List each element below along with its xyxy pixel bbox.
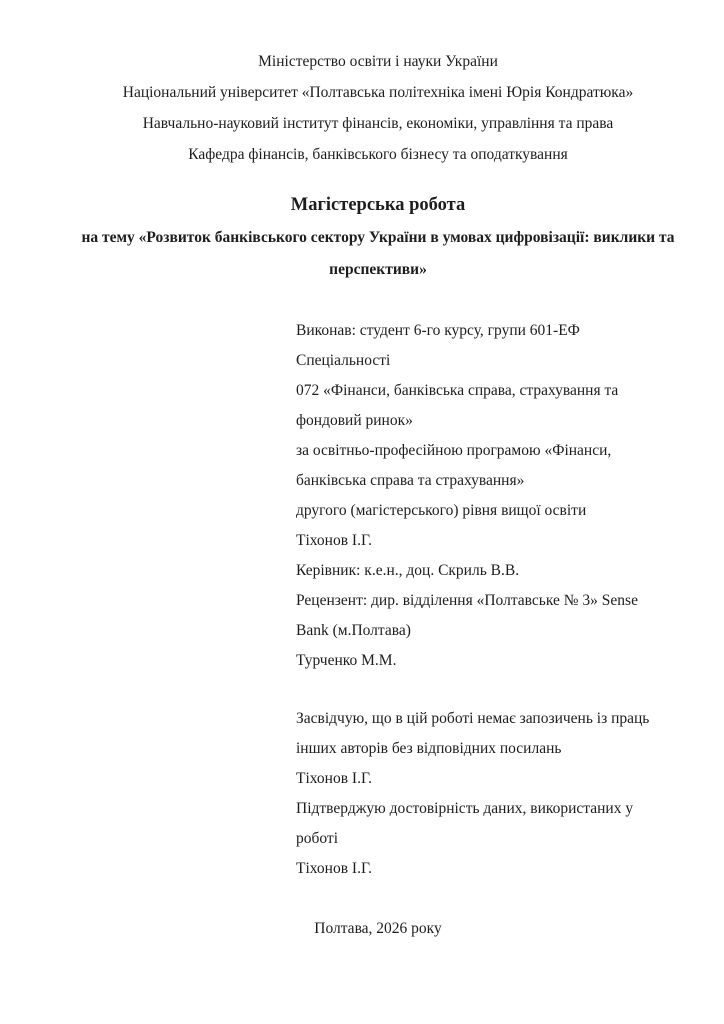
no-plagiarism-statement: Засвідчую, що в цій роботі немає запозичень із праць інших авторів без відповідних посилань <box>296 710 650 757</box>
university-line: Національний університет «Полтавська політехніка імені Юрія Кондратюка» <box>122 84 634 101</box>
data-accuracy-statement: Підтверджую достовірність даних, використаних у роботі <box>296 800 634 847</box>
integrity-statement-block <box>296 704 662 884</box>
work-type-title: Магістерська робота <box>290 195 466 215</box>
degree-level-line: другого (магістерського) рівня вищої освіти <box>296 502 587 519</box>
reviewer-line: Рецензент: дир. відділення «Полтавське № 3» Sense Bank (м.Полтава) <box>296 592 638 639</box>
city-year-line: Полтава, 2026 року <box>314 920 442 937</box>
thesis-topic: на тему «Розвиток банківського сектору України в умовах цифровізації: виклики та перспективи» <box>81 229 675 278</box>
supervisor-line: Керівник: к.е.н., доц. Скриль В.В. <box>296 562 520 579</box>
department-line: Кафедра фінансів, банківського бізнесу та оподаткування <box>188 146 568 163</box>
institution-header <box>70 46 686 170</box>
author-name-line: Тіхонов І.Г. <box>296 532 373 549</box>
speciality-label-line: Спеціальності <box>296 352 391 369</box>
education-program-line: за освітньо-професійною програмою «Фінанси, банківська справа та страхування» <box>296 442 612 489</box>
ministry-line: Міністерство освіти і науки України <box>258 53 498 70</box>
speciality-code-line: 072 «Фінанси, банківська справа, страхування та фондовий ринок» <box>296 382 619 429</box>
statement-signature-1: Тіхонов І.Г. <box>296 770 373 787</box>
performed-by-line: Виконав: студент 6-го курсу, групи 601-ЕФ <box>296 322 580 339</box>
statement-signature-2: Тіхонов І.Г. <box>296 860 373 877</box>
institute-line: Навчально-науковий інститут фінансів, економіки, управління та права <box>142 115 614 132</box>
author-details-block <box>296 316 662 676</box>
reviewer-name-line: Турченко М.М. <box>296 652 397 669</box>
